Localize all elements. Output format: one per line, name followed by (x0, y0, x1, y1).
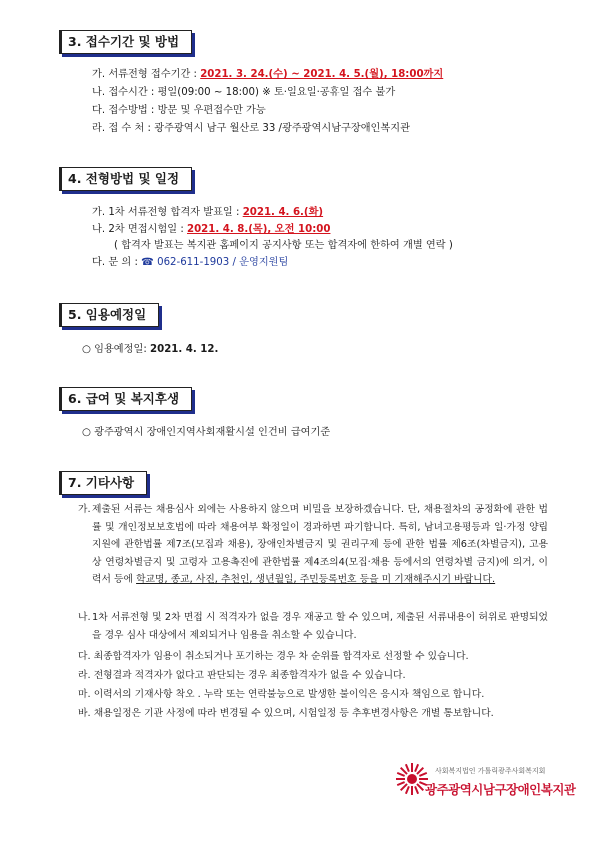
s4-note: ( 합격자 발표는 복지관 홈페이지 공지사항 또는 합격자에 한하여 개별 연락 ) (114, 240, 453, 251)
organization-logo (395, 760, 576, 810)
s5-value: 2021. 4. 12. (150, 344, 219, 355)
s7-b-label: 나. (78, 612, 91, 623)
sun-emblem-icon (395, 762, 429, 796)
s7-item-d: 라. 전형결과 적격자가 없다고 판단되는 경우 최종합격자가 없을 수 있습니다. (78, 670, 406, 681)
s5-label: ○ 임용예정일: (82, 344, 151, 355)
s7-item-b (78, 609, 548, 644)
s3-period (92, 67, 443, 82)
s4-interview (92, 222, 330, 237)
logo-subtitle: 사회복지법인 가톨릭광주사회복지회 (435, 767, 546, 775)
s4-first-label: 가. 1차 서류전형 합격자 발표일 : (92, 207, 243, 218)
section-5-title: 5. 임용예정일 (59, 303, 159, 327)
section-4-title: 4. 전형방법 및 일정 (59, 167, 192, 191)
s3-place: 라. 접 수 처 : 광주광역시 남구 월산로 33 /광주광역시남구장애인복지관 (92, 123, 410, 134)
s3-period-value: 2021. 3. 24.(수) ~ 2021. 4. 5.(월), 18:00까지 (200, 69, 444, 80)
s7-a-label: 가. (78, 504, 91, 515)
s4-first-value: 2021. 4. 6.(화) (242, 207, 324, 218)
s7-b-text: 1차 서류전형 및 2차 면접 시 적격자가 없을 경우 재공고 할 수 있으며, 제출된 서류내용이 허위로 판명되었을 경우 심사 대상에서 제외되거나 임용을 취소할 수 있습니다. (92, 612, 548, 641)
s7-item-e: 마. 이력서의 기재사항 착오 . 누락 또는 연락불능으로 발생한 불이익은 응시자 책임으로 합니다. (78, 689, 485, 700)
section-7-title: 7. 기타사항 (59, 471, 147, 495)
s4-interview-label: 나. 2차 면접시험일 : (92, 224, 187, 235)
s3-method: 다. 접수방법 : 방문 및 우편접수만 가능 (92, 105, 266, 116)
s3-period-label: 가. 서류전형 접수기간 : (92, 69, 201, 80)
section-3-title: 3. 접수기간 및 방법 (59, 30, 192, 54)
logo-name: 광주광역시남구장애인복지관 (425, 782, 576, 797)
s4-contact-label: 다. 문 의 : (92, 257, 142, 268)
s7-a-text: 제출된 서류는 채용심사 외에는 사용하지 않으며 비밀을 보장하겠습니다. 단, 채용절차의 공정화에 관한 법률 및 개인정보보호법에 따라 채용여부 확정일이 경과하면 파기합니다. 특히, 남녀고용평등과 일·가정 양립지원에 관한법률 제7조(모집과 채용), 장애인차별금지 및 권리구제 등에 관한 법률 제6조(차별금지), 고용 상 연령차별금지 및 고령자 고용촉진에 관한법률 제4조의4(모집·채용 등에서의 연령차별 금지)에 의거, 이력서 등에 (92, 504, 548, 585)
s7-item-a (78, 501, 548, 589)
s5-date (82, 342, 218, 357)
s6-text: ○ 광주광역시 장애인지역사회재활시설 인건비 급여기준 (82, 427, 331, 438)
s4-contact-value[interactable]: ☎ 062-611-1903 / 운영지원팀 (141, 257, 289, 268)
s7-item-c: 다. 최종합격자가 임용이 취소되거나 포기하는 경우 차 순위를 합격자로 선정할 수 있습니다. (78, 651, 469, 662)
s4-contact (92, 255, 288, 270)
s7-a-underlined: 학교명, 종교, 사진, 추천인, 생년월일, 주민등록번호 등을 미 기재해주시기 바랍니다. (136, 574, 496, 585)
s7-item-f: 바. 채용일정은 기관 사정에 따라 변경될 수 있으며, 시험일정 등 추후변경사항은 개별 통보합니다. (78, 708, 494, 719)
s4-first-announce (92, 205, 323, 220)
s4-interview-value: 2021. 4. 8.(목), 오전 10:00 (187, 224, 331, 235)
section-6-title: 6. 급여 및 복지후생 (59, 387, 192, 411)
s3-time: 나. 접수시간 : 평일(09:00 ~ 18:00) ※ 토·일요일·공휴일 접수 불가 (92, 87, 396, 98)
